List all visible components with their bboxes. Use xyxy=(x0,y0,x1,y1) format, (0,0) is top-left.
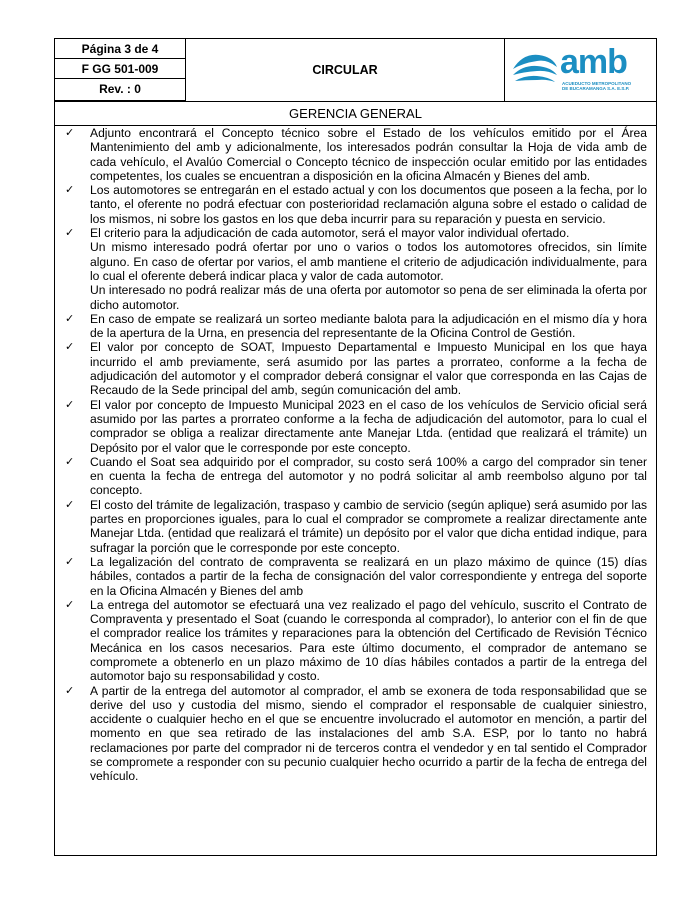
document-header xyxy=(54,38,657,126)
list-item-text: El valor por concepto de Impuesto Municipal 2023 en el caso de los vehículos de Servicio oficial será asumido por las partes a prorrateo conforme a la fecha de adjudicación del automotor, para lo cual el comprador se obliga a realizar directamente ante Manejar Ltda. (entidad que realizará el trámite) un Depósito por el valor que le corresponde por este concepto. xyxy=(90,397,647,455)
document-code: F GG 501-009 xyxy=(55,59,185,79)
list-item-text: En caso de empate se realizará un sorteo mediante balota para la adjudicación en el mismo día y hora de la apertura de la Urna, en presencia del representante de la Oficina Control de Gestión. xyxy=(90,311,647,341)
list-item-text: Cuando el Soat sea adquirido por el comprador, su costo será 100% a cargo del comprador sin tener en cuenta la fecha de entrega del automotor y no podrá solicitar al amb reembolso alguno por tal concepto. xyxy=(90,454,647,498)
checkmark-icon: ✓ xyxy=(65,684,75,697)
list-item xyxy=(55,312,656,341)
checkmark-icon: ✓ xyxy=(65,127,75,139)
list-item-text: La entrega del automotor se efectuará una vez realizado el pago del vehículo, suscrito el Contrato de Compraventa y presentado el Soat (cuando le corresponda al comprador), lo anterior con el fin de que el comprador realice los trámites y reparaciones para la obtención del Certificado de Revisión Técnico Mecánica en los casos necesarios. Para este último documento, el comprador de antemano se compromete a obtenerlo en un plazo máximo de 10 días hábiles contados a partir de la entrega del automotor bajo su responsabilidad y costo. xyxy=(90,597,647,684)
list-item xyxy=(55,498,656,555)
document-body xyxy=(54,126,657,856)
list-item-text: El costo del trámite de legalización, traspaso y cambio de servicio (según aplique) será asumido por las partes en proporciones iguales, para lo cual el comprador se compromete a realizar directamente ante Manejar Ltda. (entidad que realizará el trámite) un depósito por el valor que dicha entidad indique, para sufragar la porción que le corresponde por este concepto. xyxy=(90,497,647,555)
list-item-text: Adjunto encontrará el Concepto técnico sobre el Estado de los vehículos emitido por el Área Mantenimiento del amb y adicionalmente, los interesados podrán consultar la Hoja de vida amb de cada vehículo, el Avalúo Comercial o Concepto técnico de inspección ocular emitido por las entidades competentes, los cuales se encuentran a disposición en la oficina Almacén y Bienes del amb. xyxy=(90,126,647,183)
list-item-text: Un mismo interesado podrá ofertar por uno o varios o todos los automotores ofrecidos, sin límite alguno. En caso de ofertar por varios, el amb mantiene el criterio de adjudicación individualmente, para lo cual el oferente deberá indicar placa y valor de cada automotor. xyxy=(90,240,647,283)
page-number: Página 3 de 4 xyxy=(55,39,185,59)
department-label: GERENCIA GENERAL xyxy=(55,101,656,126)
water-wave-icon xyxy=(509,49,561,89)
list-item xyxy=(55,398,656,455)
list-item xyxy=(55,183,656,226)
checkmark-icon: ✓ xyxy=(65,498,75,511)
list-item-text: El criterio para la adjudicación de cada automotor, será el mayor valor individual ofertado. xyxy=(90,226,570,241)
logo-subtitle: ACUEDUCTO METROPOLITANO DE BUCARAMANGA S.A. E.S.P. xyxy=(562,81,632,91)
list-item xyxy=(55,455,656,498)
list-item xyxy=(55,340,656,397)
conditions-list xyxy=(55,126,656,784)
list-item-text: La legalización del contrato de compraventa se realizará en un plazo máximo de quince (15) días hábiles, contados a partir de la fecha de consignación del valor correspondiente y entrega del soporte en la Oficina Almacén y Bienes del amb xyxy=(90,554,647,598)
list-item xyxy=(55,598,656,684)
list-item-text: Un interesado no podrá realizar más de una oferta por automotor so pena de ser eliminada la oferta por dicho automotor. xyxy=(90,283,647,312)
company-logo xyxy=(505,39,657,101)
document-control-cell xyxy=(55,39,186,101)
checkmark-icon: ✓ xyxy=(65,341,75,354)
list-item-text: El valor por concepto de SOAT, Impuesto Departamental e Impuesto Municipal en los que haya incurrido el amb previamente, será asumido por las partes a prorrateo, conforme a la fecha de adjudicación del automotor y el comprador deberá consignar el valor que corresponda en las Cajas de Recaudo de la Sede principal del amb, según comunicación del amb. xyxy=(90,340,647,398)
list-item-text: A partir de la entrega del automotor al comprador, el amb se exonera de toda responsabilidad que se derive del uso y custodia del mismo, siendo el comprador el responsable de cualquier siniestro, accidente o cualquier hecho en el que se encuentre involucrado el automotor en mención, a partir del momento en que sea retirado de las instalaciones del amb S.A. ESP, por lo tanto no habrá reclamaciones por parte del comprador ni de terceros contra el vendedor y en tal sentido el Comprador se compromete a responder con su pecunio cualquier hecho ocurrido a partir de la fecha de entrega del vehículo. xyxy=(90,683,647,784)
document-title: CIRCULAR xyxy=(186,39,505,101)
checkmark-icon: ✓ xyxy=(65,398,75,411)
list-item xyxy=(55,226,656,312)
revision-number: Rev. : 0 xyxy=(55,79,185,101)
checkmark-icon: ✓ xyxy=(65,555,75,568)
checkmark-icon: ✓ xyxy=(65,312,75,325)
list-item xyxy=(55,126,656,183)
checkmark-icon: ✓ xyxy=(65,598,75,611)
list-item xyxy=(55,684,656,784)
checkmark-icon: ✓ xyxy=(65,184,75,197)
checkmark-icon: ✓ xyxy=(65,227,75,240)
list-item xyxy=(55,555,656,598)
checkmark-icon: ✓ xyxy=(65,455,75,468)
logo-wordmark: amb xyxy=(560,43,627,81)
list-item-text: Los automotores se entregarán en el estado actual y con los documentos que poseen a la fecha, por lo tanto, el oferente no podrá efectuar con posterioridad reclamación alguna sobre el estado o calidad de los mismos, ni sobre los gastos en los que deba incurrir para su reparación y puesta en servicio. xyxy=(90,183,647,226)
